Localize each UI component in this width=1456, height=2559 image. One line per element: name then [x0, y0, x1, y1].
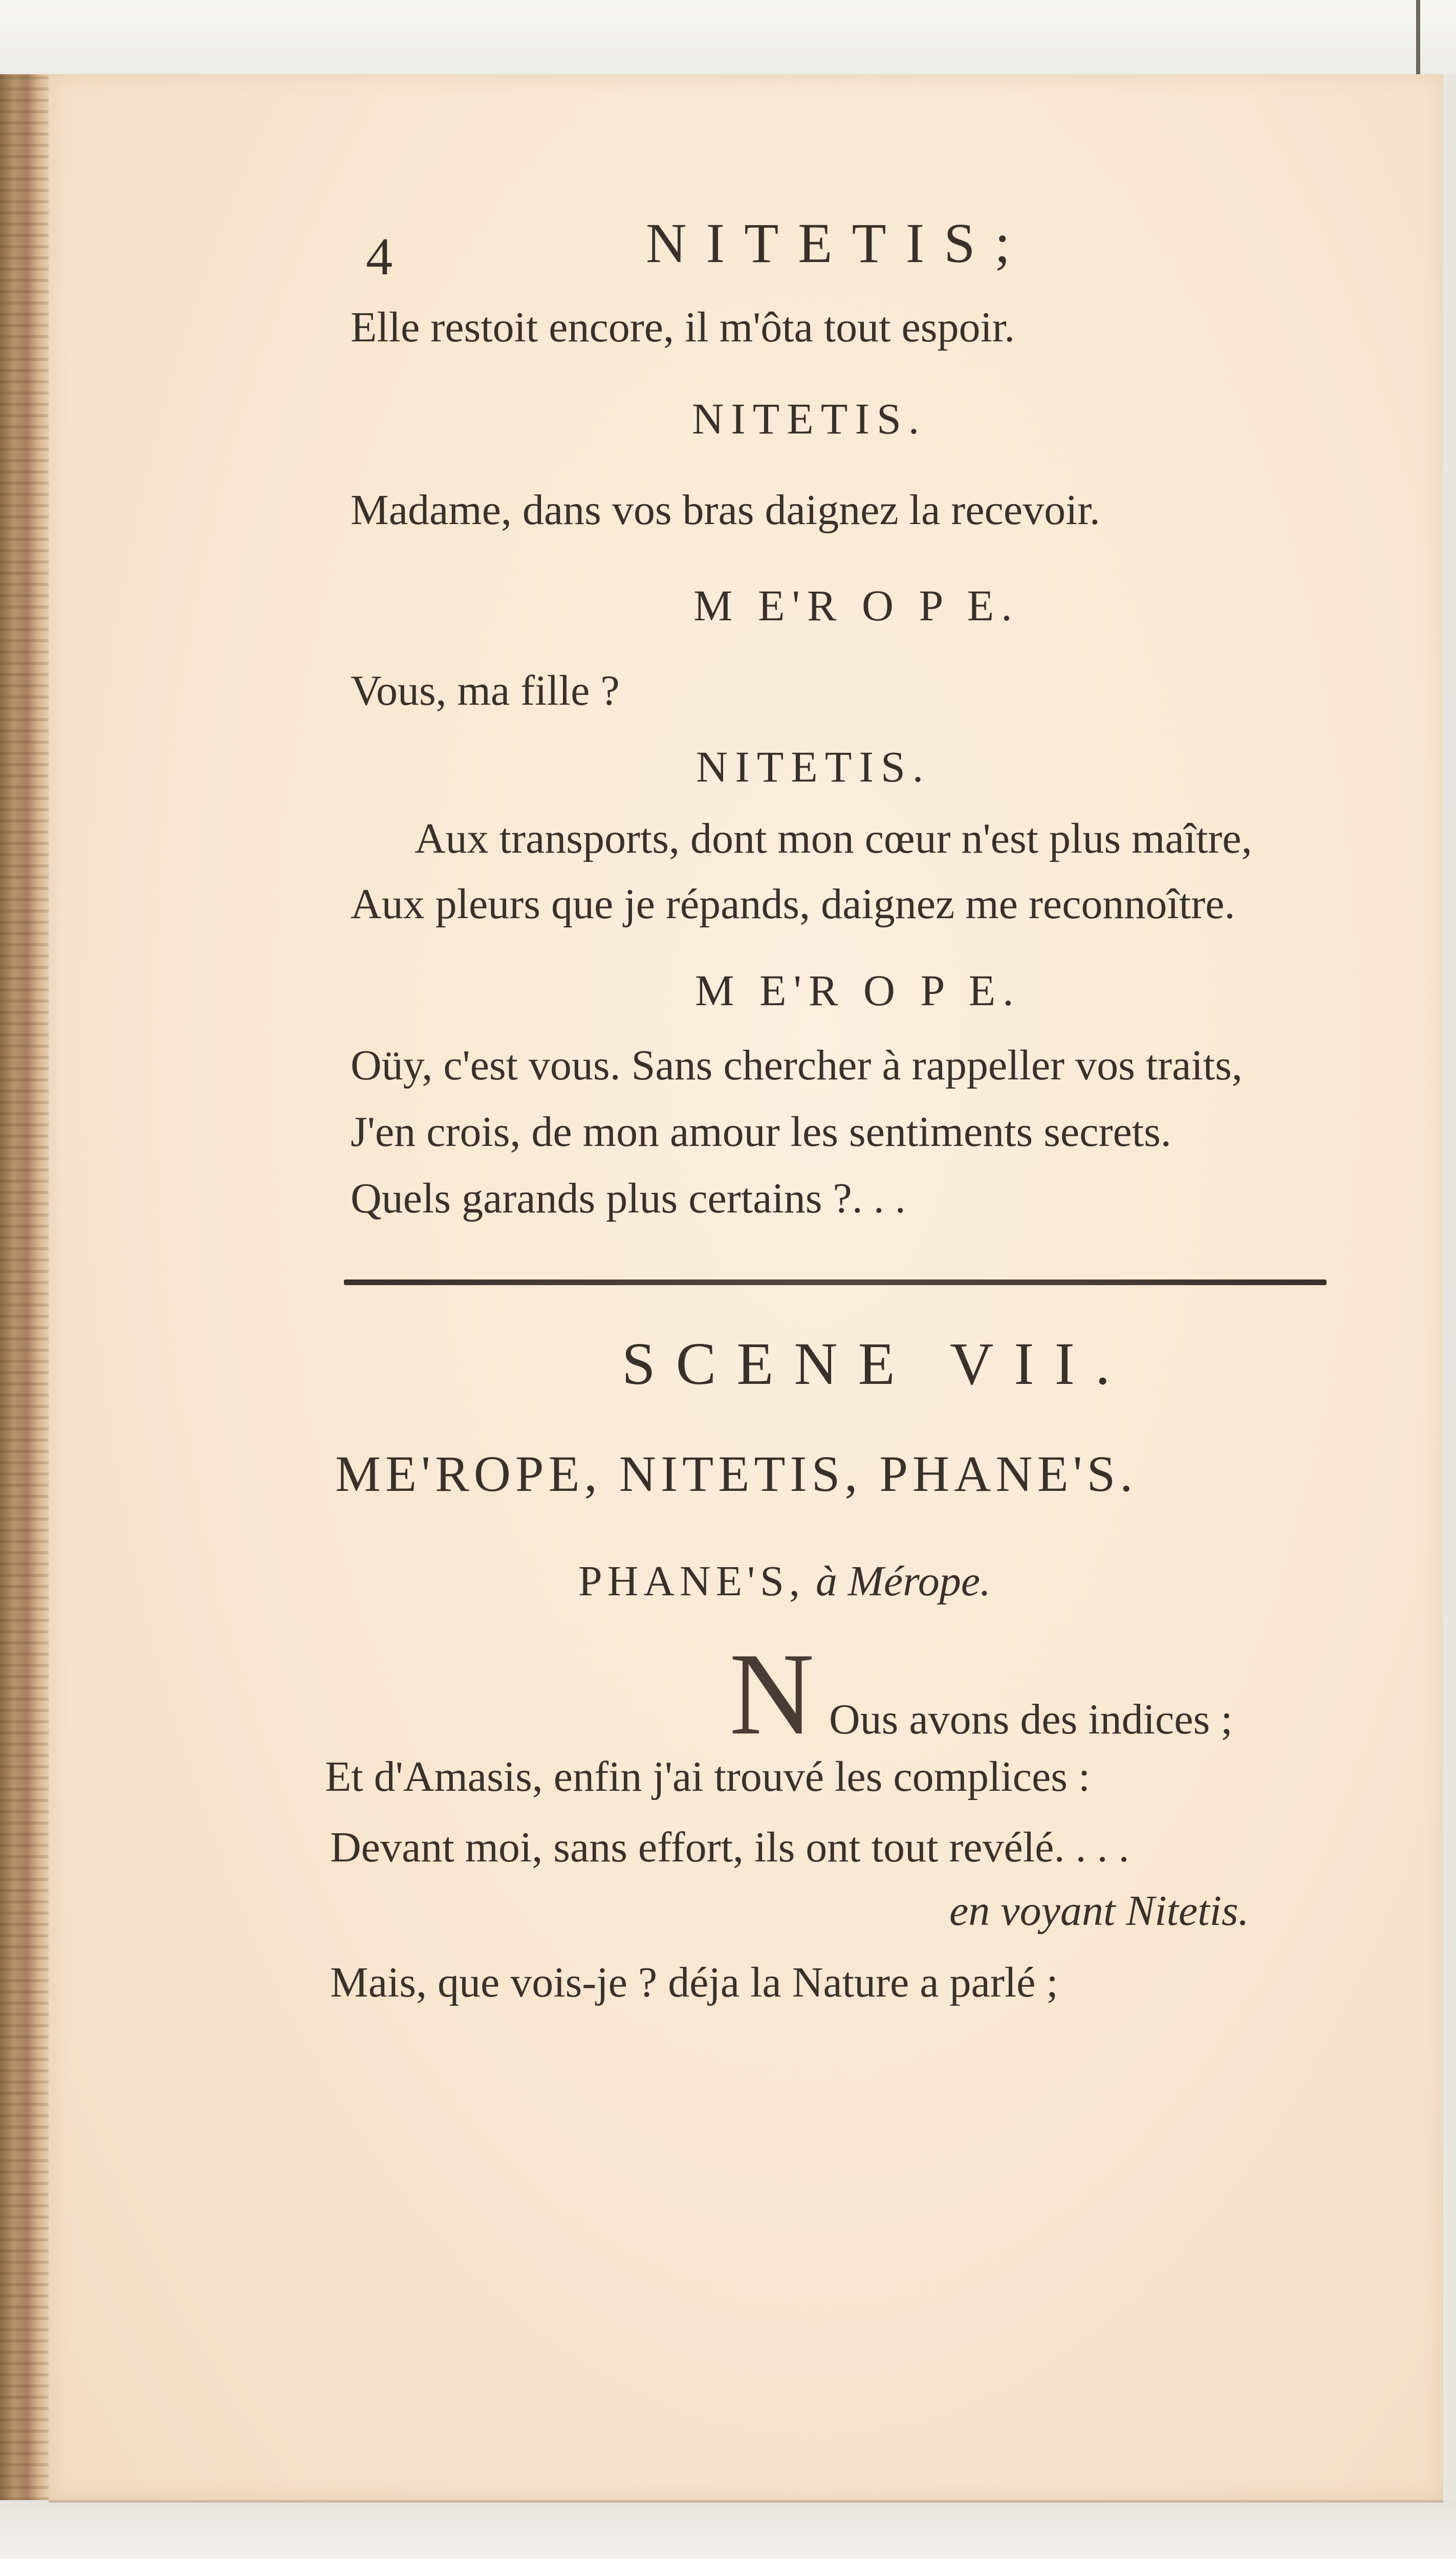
speaker-name: M E'R O P E.	[695, 966, 1021, 1015]
speaker-name: NITETIS.	[696, 742, 931, 791]
verse-line: Elle restoit encore, il m'ôta tout espoir.	[351, 303, 1015, 351]
verse-line: Ous avons des indices ;	[829, 1696, 1233, 1743]
verse-line: Oüy, c'est vous. Sans chercher à rappeller vos traits,	[351, 1042, 1243, 1089]
verse-line: Aux transports, dont mon cœur n'est plus maître,	[415, 815, 1252, 862]
stage-direction: en voyant Nitetis.	[949, 1887, 1249, 1935]
scene-characters: ME'ROPE, NITETIS, PHANE'S.	[335, 1445, 1138, 1502]
verse-line: Mais, que vois-je ? déja la Nature a parlé ;	[330, 1959, 1058, 2006]
verse-line: Devant moi, sans effort, ils ont tout revélé. . . .	[330, 1824, 1129, 1871]
scene-heading: SCENE VII.	[622, 1330, 1131, 1397]
page-number: 4	[366, 227, 393, 286]
drop-capital: N	[729, 1629, 815, 1759]
speaker-name: M E'R O P E.	[693, 581, 1019, 630]
speaker-name: NITETIS.	[692, 394, 927, 443]
section-rule	[344, 1280, 1327, 1285]
running-title: NITETIS;	[646, 212, 1030, 274]
verse-line: Madame, dans vos bras daignez la recevoir.	[351, 486, 1100, 534]
verse-line: Aux pleurs que je répands, daignez me reconnoître.	[351, 880, 1235, 928]
scan-top-margin	[0, 0, 1456, 74]
page-bottom-edge	[49, 2500, 1443, 2503]
scene-speaker	[578, 1557, 991, 1605]
scan-right-margin	[1443, 74, 1456, 2500]
verse-line: J'en crois, de mon amour les sentiments secrets.	[351, 1108, 1171, 1156]
speaker-name: PHANE'S,	[578, 1557, 805, 1605]
verse-line: Vous, ma fille ?	[351, 667, 620, 714]
book-spine	[0, 74, 49, 2500]
verse-line: Et d'Amasis, enfin j'ai trouvé les complices :	[325, 1753, 1091, 1801]
page-edge	[1416, 0, 1420, 74]
verse-line: Quels garands plus certains ?. . .	[351, 1175, 906, 1222]
scan-bottom-margin	[0, 2500, 1456, 2559]
stage-direction: à Mérope.	[815, 1557, 991, 1605]
